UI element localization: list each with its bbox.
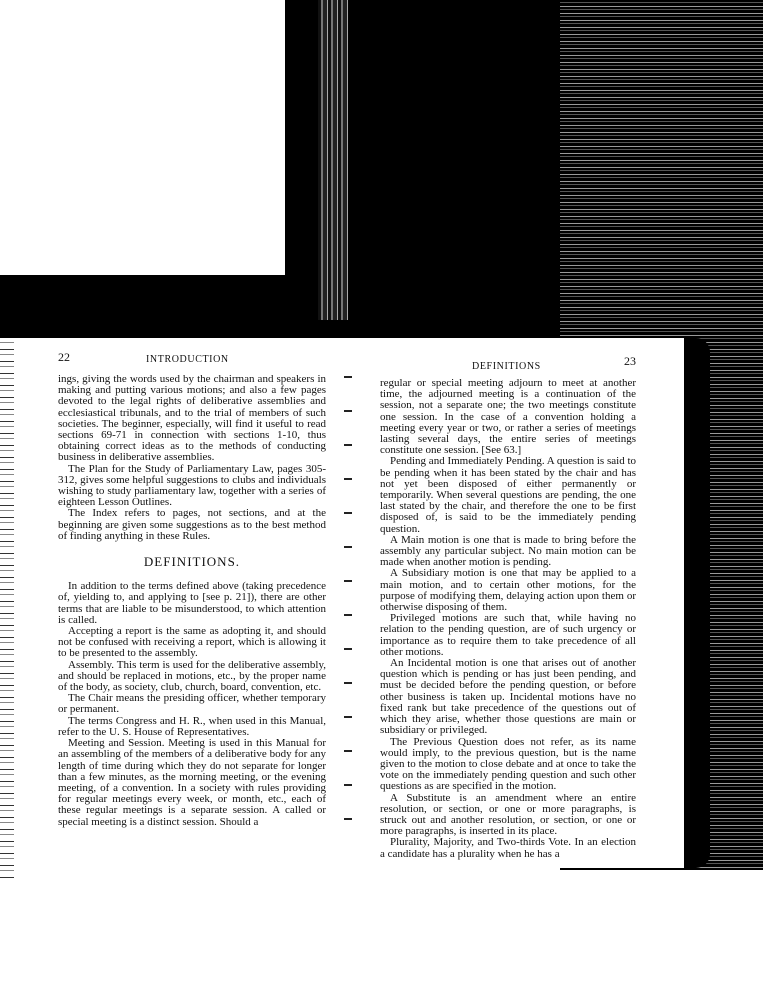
book-gutter [344,358,352,838]
paragraph: A Main motion is one that is made to bring before the assembly any particular subject. No main motion can be made when another motion is pending. [380,533,636,569]
paragraph: Plurality, Majority, and Two-thirds Vote. In an election a candidate has a plurality when he has a [380,836,636,860]
left-page [58,338,326,828]
paragraph: Privileged motions are such that, while having no relation to the pending question, are of such urgency or importance as to require them to take precedence of all other motions. [380,612,636,658]
scan-left-edge [0,338,14,878]
paragraph: ings, giving the words used by the chairman and speakers in making and putting various motions; and also a few pages devoted to the legal rights of deliberative assemblies and ecclesiastical tribunals, and to the trial of members of such societies. The beginner, especially, will find it useful to read sections 69-71 in connection with sections 1-10, thus obtaining correct ideas as to the methods of conducting business in deliberative assemblies. [58,373,326,464]
page-edge-shadow [684,338,710,868]
running-head: INTRODUCTION [146,354,229,365]
right-page-header [380,356,636,378]
scan-white-area [0,0,285,275]
paragraph: An Incidental motion is one that arises out of another question which is pending or has just been pending, and must be decided before the pending question, or before other business is taken up. Incidental motions have no fixed rank but take precedence of the questions out of which they arise, whether those questions are main or subsidiary or privileged. [380,657,636,737]
section-title: DEFINITIONS. [143,554,241,570]
paragraph: Accepting a report is the same as adopting it, and should not be confused with receiving a report, which is allowing it to be presented to the assembly. [58,625,326,660]
left-page-header [58,352,326,374]
paragraph: Pending and Immediately Pending. A question is said to be pending when it has been stated by the chair and has not yet been disposed of either permanently or temporarily. When several questions are pending, the one last stated by the chair, and therefore the one to be first disposed of, is said to be the immediately pending question. [380,455,636,535]
paragraph: The Previous Question does not refer, as its name would imply, to the previous question, but is the name given to the motion to close debate and at once to take the vote on the immediately pending question and such other questions as are specified in the motion. [380,735,636,793]
page-number: 23 [624,354,636,368]
scan-bottom-area [0,870,763,990]
right-page [380,338,636,860]
paragraph: The Plan for the Study of Parliamentary Law, pages 305-312, gives some helpful suggestions to clubs and individuals wishing to study parliamentary law, together with a series of eighteen Lesson Outlines. [58,462,326,509]
paragraph: The Chair means the presiding officer, whether temporary or permanent. [58,692,326,716]
paragraph: In addition to the terms defined above (taking precedence of, yielding to, and applying to [see p. 21]), there are other terms that are liable to be misunderstood, to which attention is called. [58,580,326,626]
paragraph: The terms Congress and H. R., when used in this Manual, refer to the U. S. House of Representatives. [58,714,326,738]
paragraph: Assembly. This term is used for the deliberative assembly, and should be replaced in motions, etc., by the proper name of the body, as society, club, church, board, convention, etc. [58,658,326,694]
page-number: 22 [58,350,70,364]
paragraph: regular or special meeting adjourn to meet at another time, the adjourned meeting is a continuation of the session, not a separate one; the two meetings constitute one session. In the case of a convention holding a meeting every year or two, or rather a series of meetings lasting several days, the entire series of meetings constitute one session. [See 63.] [380,377,636,457]
paragraph: Meeting and Session. Meeting is used in this Manual for an assembling of the members of a deliberative body for any length of time during which they do not separate for longer than a few minutes, as the morning meeting, or the evening meeting, of a convention. In a society with rules providing for regular meetings every week, or month, etc., each of these regular meetings is a separate session. A called or special meeting is a distinct session. Should a [58,737,326,828]
paragraph: A Subsidiary motion is one that may be applied to a main motion, and to certain other motions, for the purpose of modifying them, delaying action upon them or otherwise disposing of them. [380,567,636,614]
scan-noise-strip [318,0,348,320]
running-head: DEFINITIONS [472,361,541,372]
paragraph: The Index refers to pages, not sections, and at the beginning are given some suggestions as to the best method of finding anything in these Rules. [58,507,326,542]
book-spread [14,338,696,868]
paragraph: A Substitute is an amendment where an entire resolution, or section, or one or more paragraphs, is struck out and another resolution, or section, or one or more paragraphs, is inserted in its place. [380,791,636,838]
